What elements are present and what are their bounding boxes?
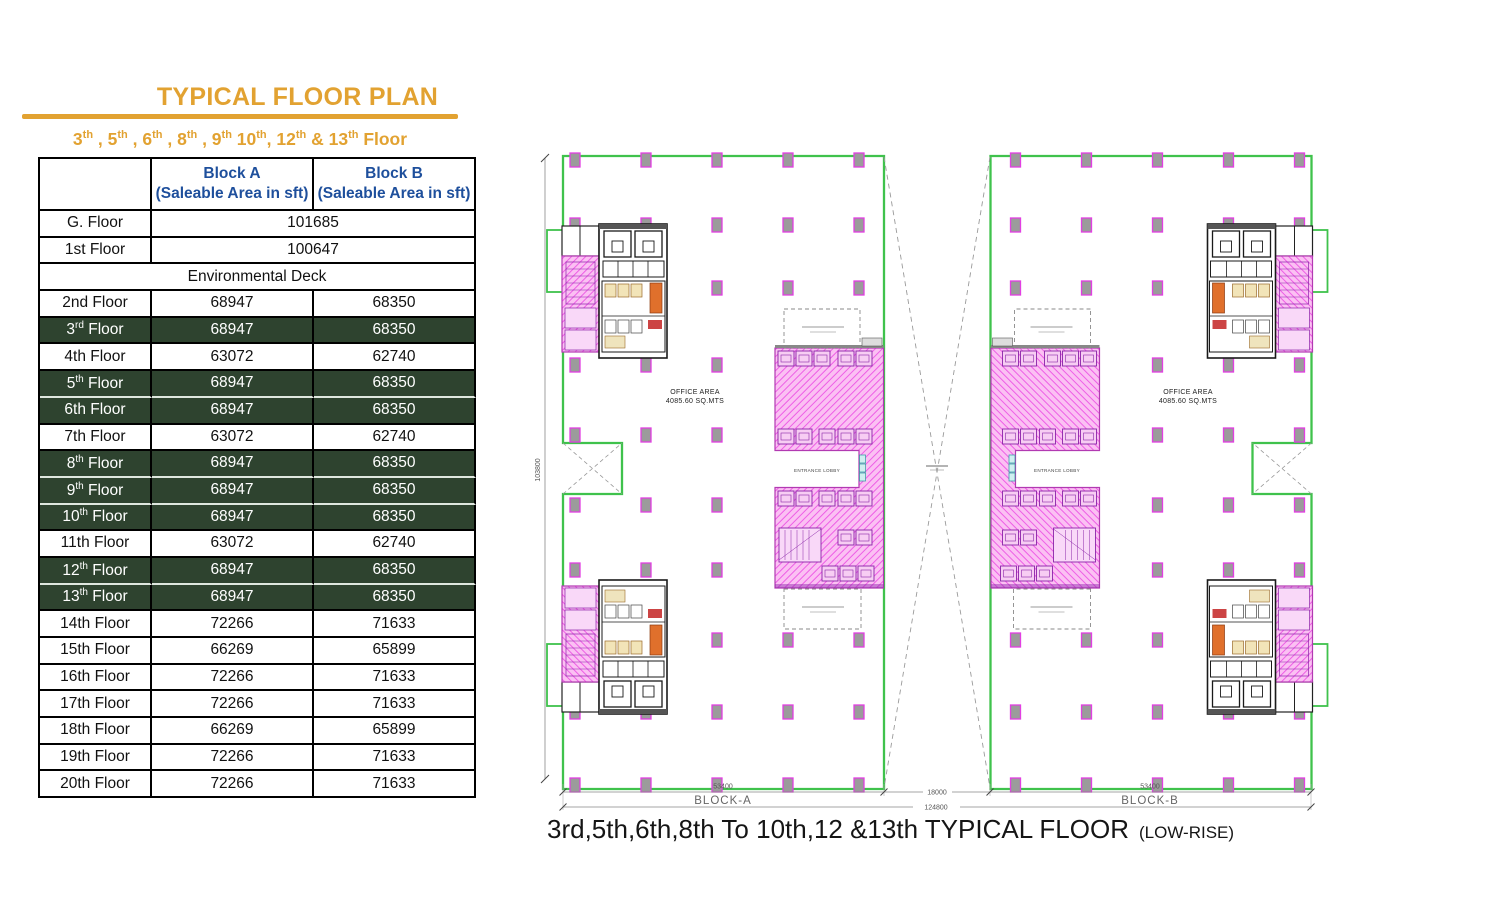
floor-label: 11th Floor	[40, 531, 152, 558]
block-b-value: 62740	[314, 344, 476, 371]
table-row	[40, 318, 476, 345]
table-row	[40, 638, 476, 665]
floor-label: 14th Floor	[40, 611, 152, 638]
table-row	[40, 718, 476, 745]
block-a-label: BLOCK-A	[694, 795, 752, 807]
block-a-value: 63072	[152, 425, 314, 452]
floor-label: 17th Floor	[40, 691, 152, 718]
floor-area-table	[38, 157, 476, 798]
table-row	[40, 531, 476, 558]
block-b-value: 62740	[314, 531, 476, 558]
block-b-label: BLOCK-B	[1121, 795, 1179, 807]
table-row	[40, 585, 476, 612]
block-a-value: 68947	[152, 318, 314, 345]
dimension-label-total: 124800	[924, 804, 948, 812]
block-b-value: 71633	[314, 611, 476, 638]
block-b-value: 68350	[314, 291, 476, 318]
block-a-value: 72266	[152, 691, 314, 718]
block-a-value: 72266	[152, 611, 314, 638]
office-area-labels	[666, 389, 1217, 405]
block-a-value: 68947	[152, 585, 314, 612]
table-row	[40, 478, 476, 505]
floor-label: 2nd Floor	[40, 291, 152, 318]
block-a-value: 68947	[152, 451, 314, 478]
entrance-lobby-label-a: ENTRANCE LOBBY	[793, 468, 841, 473]
block-a-value: 72266	[152, 745, 314, 772]
floor-label: G. Floor	[40, 211, 152, 238]
plan-caption	[547, 814, 1234, 844]
title-underline	[22, 114, 458, 119]
floor-plan-drawing	[520, 130, 1512, 875]
block-b-value: 71633	[314, 691, 476, 718]
floor-label: 1st Floor	[40, 238, 152, 265]
table-row	[40, 371, 476, 398]
header-block-a: Block A (Saleable Area in sft)	[152, 159, 314, 211]
block-a-value: 68947	[152, 398, 314, 425]
header-block-b: Block B (Saleable Area in sft)	[314, 159, 476, 211]
block-b-value: 62740	[314, 425, 476, 452]
floor-label: 20th Floor	[40, 771, 152, 798]
plan-caption-lowrise: (LOW-RISE)	[1138, 823, 1235, 842]
page-subtitle: 3th , 5th , 6th , 8th , 9th 10th, 12th & 13th Floor	[72, 128, 408, 149]
block-b-value: 68350	[314, 585, 476, 612]
floor-label: 6th Floor	[40, 398, 152, 425]
table-row	[40, 558, 476, 585]
dimension-label-block-b: 53400	[1140, 783, 1160, 791]
office-area-value-a: 4085.60 SQ.MTS	[665, 398, 725, 405]
block-b-value: 68350	[314, 451, 476, 478]
block-b-value: 68350	[314, 505, 476, 532]
block-b-value: 71633	[314, 745, 476, 772]
table-row	[40, 425, 476, 452]
office-area-value-b: 4085.60 SQ.MTS	[1158, 398, 1218, 405]
block-a-value: 63072	[152, 531, 314, 558]
block-b-value: 68350	[314, 318, 476, 345]
block-a-value: 66269	[152, 718, 314, 745]
floor-label: 19th Floor	[40, 745, 152, 772]
block-a-value: 68947	[152, 558, 314, 585]
table-header-row	[40, 159, 476, 211]
table-row	[40, 398, 476, 425]
floor-label: 4th Floor	[40, 344, 152, 371]
merged-area-value: 100647	[152, 238, 476, 265]
block-a-value: 66269	[152, 638, 314, 665]
table-row	[40, 451, 476, 478]
page-title: TYPICAL FLOOR PLAN	[156, 83, 439, 111]
floor-table-body	[40, 211, 476, 798]
table-row	[40, 665, 476, 692]
floor-label: 16th Floor	[40, 665, 152, 692]
header-empty-cell	[40, 159, 152, 211]
block-a-value: 68947	[152, 291, 314, 318]
block-a-value: 63072	[152, 344, 314, 371]
table-row	[40, 211, 476, 238]
table-row	[40, 611, 476, 638]
floor-label: 12th Floor	[40, 558, 152, 585]
block-b-value: 68350	[314, 398, 476, 425]
dimension-label-block-a: 53400	[713, 783, 733, 791]
block-b-value: 71633	[314, 665, 476, 692]
merged-area-value: 101685	[152, 211, 476, 238]
floor-label: 3rd Floor	[40, 318, 152, 345]
floor-label: 10th Floor	[40, 505, 152, 532]
deck-row-label: Environmental Deck	[40, 264, 476, 291]
floor-label: 9th Floor	[40, 478, 152, 505]
office-area-label-a: OFFICE AREA	[670, 389, 720, 396]
block-a-value: 72266	[152, 771, 314, 798]
table-row	[40, 505, 476, 532]
block-a-value: 72266	[152, 665, 314, 692]
table-row	[40, 291, 476, 318]
table-row	[40, 238, 476, 265]
table-row	[40, 771, 476, 798]
floor-label: 5th Floor	[40, 371, 152, 398]
table-row	[40, 691, 476, 718]
table-row	[40, 344, 476, 371]
floor-label: 8th Floor	[40, 451, 152, 478]
dimension-label-height: 103800	[535, 458, 542, 482]
block-a-value: 68947	[152, 371, 314, 398]
block-a-value: 68947	[152, 478, 314, 505]
floor-label: 15th Floor	[40, 638, 152, 665]
block-b-value: 65899	[314, 638, 476, 665]
floor-label: 13th Floor	[40, 585, 152, 612]
office-area-label-b: OFFICE AREA	[1163, 389, 1213, 396]
block-b-value: 71633	[314, 771, 476, 798]
floor-label: 18th Floor	[40, 718, 152, 745]
crossing-dashed-lines	[884, 157, 990, 788]
block-b-value: 68350	[314, 371, 476, 398]
entrance-lobby-label-b: ENTRANCE LOBBY	[1033, 468, 1081, 473]
block-a-value: 68947	[152, 505, 314, 532]
block-b-value: 68350	[314, 478, 476, 505]
dimension-label-gap: 18000	[927, 789, 947, 797]
table-row	[40, 745, 476, 772]
plan-caption-main: 3rd,5th,6th,8th To 10th,12 &13th TYPICAL FLOOR	[547, 814, 1129, 844]
block-b-value: 68350	[314, 558, 476, 585]
floor-label: 7th Floor	[40, 425, 152, 452]
block-b-value: 65899	[314, 718, 476, 745]
table-row	[40, 264, 476, 291]
